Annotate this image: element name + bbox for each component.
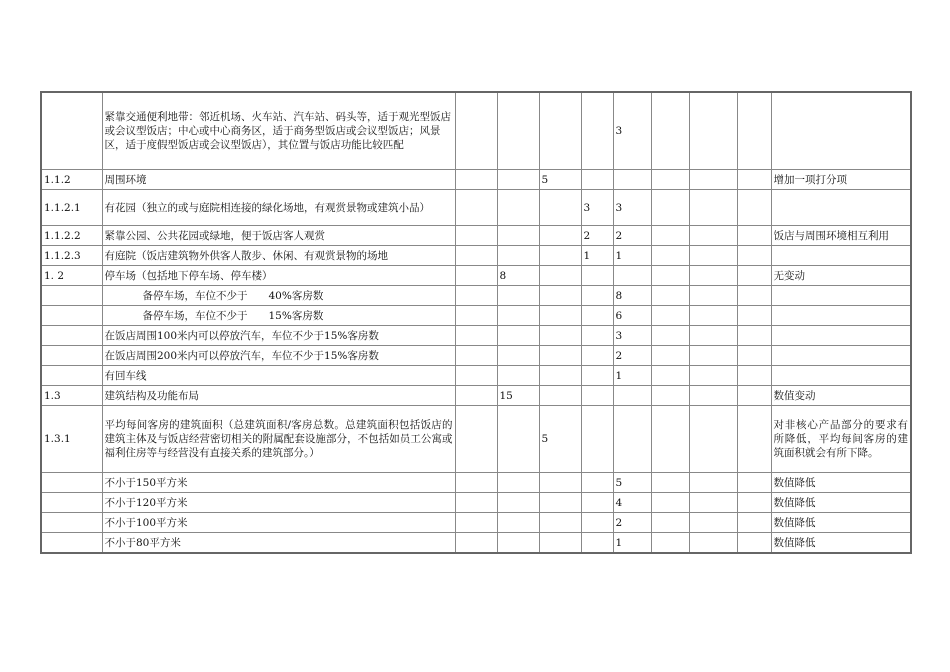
- remark-cell: [771, 92, 911, 170]
- score-cell-c8: [737, 533, 771, 554]
- item-code-cell: [41, 346, 102, 366]
- score-cell-c7: [689, 190, 737, 226]
- score-cell-c3: [539, 92, 581, 170]
- table-row: [41, 473, 911, 493]
- score-cell-c4: [581, 493, 613, 513]
- score-cell-c4: [581, 406, 613, 473]
- score-cell-c8: [737, 326, 771, 346]
- remark-cell: [771, 286, 911, 306]
- score-cell-c8: [737, 366, 771, 386]
- score-cell-c6: [651, 346, 689, 366]
- score-cell-c5: [613, 386, 651, 406]
- score-cell-c7: [689, 326, 737, 346]
- remark-cell: 对非核心产品部分的要求有所降低，平均每间客房的建筑面积就会有所下降。: [771, 406, 911, 473]
- score-cell-c8: [737, 246, 771, 266]
- score-cell-c7: [689, 246, 737, 266]
- score-cell-c2: [497, 190, 539, 226]
- score-cell-c3: [539, 386, 581, 406]
- score-cell-c2: 15: [497, 386, 539, 406]
- score-cell-c7: [689, 170, 737, 190]
- score-cell-c2: [497, 473, 539, 493]
- item-code-cell: 1.1.2.3: [41, 246, 102, 266]
- item-code-cell: [41, 473, 102, 493]
- score-cell-c6: [651, 306, 689, 326]
- item-code-cell: 1.1.2.2: [41, 226, 102, 246]
- score-cell-c6: [651, 406, 689, 473]
- table-row: [41, 226, 911, 246]
- table-row: [41, 326, 911, 346]
- score-cell-c4: 3: [581, 190, 613, 226]
- score-cell-c6: [651, 366, 689, 386]
- score-cell-c2: [497, 533, 539, 554]
- remark-cell: 无变动: [771, 266, 911, 286]
- score-cell-c8: [737, 473, 771, 493]
- score-cell-c2: [497, 366, 539, 386]
- score-cell-c3: 5: [539, 406, 581, 473]
- item-code-cell: [41, 493, 102, 513]
- remark-cell: 数值降低: [771, 513, 911, 533]
- score-cell-c5: 1: [613, 366, 651, 386]
- table-row: [41, 266, 911, 286]
- score-cell-c3: 5: [539, 170, 581, 190]
- score-cell-c4: [581, 386, 613, 406]
- score-cell-c4: [581, 366, 613, 386]
- item-description-cell: 备停车场，车位不少于 40%客房数: [102, 286, 455, 306]
- score-cell-c4: [581, 92, 613, 170]
- score-cell-c3: [539, 266, 581, 286]
- score-cell-c6: [651, 226, 689, 246]
- score-cell-c2: 8: [497, 266, 539, 286]
- score-cell-c8: [737, 226, 771, 246]
- score-cell-c7: [689, 493, 737, 513]
- score-cell-c1: [455, 493, 497, 513]
- score-cell-c6: [651, 473, 689, 493]
- score-cell-c3: [539, 533, 581, 554]
- score-cell-c2: [497, 326, 539, 346]
- score-cell-c1: [455, 386, 497, 406]
- item-code-cell: [41, 92, 102, 170]
- score-cell-c8: [737, 346, 771, 366]
- score-cell-c6: [651, 246, 689, 266]
- score-cell-c4: [581, 533, 613, 554]
- score-cell-c1: [455, 533, 497, 554]
- table-row: [41, 366, 911, 386]
- table-row: [41, 306, 911, 326]
- score-cell-c7: [689, 226, 737, 246]
- score-cell-c1: [455, 346, 497, 366]
- score-cell-c5: 4: [613, 493, 651, 513]
- score-cell-c6: [651, 326, 689, 346]
- score-cell-c4: [581, 306, 613, 326]
- score-cell-c5: 1: [613, 246, 651, 266]
- score-cell-c4: 1: [581, 246, 613, 266]
- score-cell-c6: [651, 386, 689, 406]
- item-code-cell: 1.1.2.1: [41, 190, 102, 226]
- score-cell-c6: [651, 286, 689, 306]
- item-description-cell: 有回车线: [102, 366, 455, 386]
- score-cell-c4: [581, 326, 613, 346]
- item-code-cell: [41, 513, 102, 533]
- score-cell-c1: [455, 246, 497, 266]
- score-cell-c5: 8: [613, 286, 651, 306]
- table-row: [41, 386, 911, 406]
- score-cell-c2: [497, 306, 539, 326]
- item-description-cell: 周围环境: [102, 170, 455, 190]
- score-cell-c1: [455, 473, 497, 493]
- score-cell-c2: [497, 170, 539, 190]
- score-cell-c3: [539, 306, 581, 326]
- score-cell-c6: [651, 533, 689, 554]
- score-cell-c5: [613, 170, 651, 190]
- score-cell-c1: [455, 190, 497, 226]
- score-cell-c3: [539, 493, 581, 513]
- score-cell-c5: 6: [613, 306, 651, 326]
- score-cell-c7: [689, 406, 737, 473]
- score-cell-c6: [651, 170, 689, 190]
- table-row: [41, 533, 911, 554]
- score-cell-c4: [581, 286, 613, 306]
- item-description-cell: 不小于120平方米: [102, 493, 455, 513]
- item-description-cell: 备停车场，车位不少于 15%客房数: [102, 306, 455, 326]
- score-cell-c6: [651, 513, 689, 533]
- score-cell-c4: [581, 473, 613, 493]
- score-cell-c6: [651, 266, 689, 286]
- item-description-cell: 不小于80平方米: [102, 533, 455, 554]
- score-cell-c5: 5: [613, 473, 651, 493]
- remark-cell: [771, 190, 911, 226]
- table-row: [41, 190, 911, 226]
- score-cell-c8: [737, 306, 771, 326]
- remark-cell: 数值降低: [771, 473, 911, 493]
- score-cell-c3: [539, 286, 581, 306]
- remark-cell: 饭店与周围环境相互利用: [771, 226, 911, 246]
- score-cell-c6: [651, 493, 689, 513]
- remark-cell: [771, 306, 911, 326]
- remark-cell: [771, 366, 911, 386]
- score-cell-c1: [455, 170, 497, 190]
- item-code-cell: [41, 306, 102, 326]
- item-code-cell: [41, 286, 102, 306]
- score-cell-c2: [497, 493, 539, 513]
- item-description-cell: 建筑结构及功能布局: [102, 386, 455, 406]
- score-cell-c3: [539, 190, 581, 226]
- item-description-cell: 在饭店周围200米内可以停放汽车，车位不少于15%客房数: [102, 346, 455, 366]
- score-cell-c5: 2: [613, 513, 651, 533]
- score-cell-c4: [581, 346, 613, 366]
- score-cell-c5: 1: [613, 533, 651, 554]
- score-cell-c7: [689, 513, 737, 533]
- score-cell-c1: [455, 286, 497, 306]
- score-cell-c7: [689, 386, 737, 406]
- table-row: [41, 246, 911, 266]
- score-cell-c8: [737, 92, 771, 170]
- remark-cell: [771, 346, 911, 366]
- score-cell-c1: [455, 406, 497, 473]
- remark-cell: [771, 246, 911, 266]
- score-cell-c5: [613, 406, 651, 473]
- score-cell-c8: [737, 513, 771, 533]
- item-description-cell: 不小于150平方米: [102, 473, 455, 493]
- score-cell-c8: [737, 386, 771, 406]
- score-cell-c5: 3: [613, 190, 651, 226]
- score-cell-c2: [497, 92, 539, 170]
- score-cell-c5: 2: [613, 346, 651, 366]
- item-description-cell: 平均每间客房的建筑面积（总建筑面积/客房总数。总建筑面积包括饭店的建筑主体及与饭店经营密切相关的附属配套设施部分，不包括如员工公寓或福利住房等与经营没有直接关系的建筑部分。）: [102, 406, 455, 473]
- score-cell-c7: [689, 306, 737, 326]
- score-cell-c2: [497, 246, 539, 266]
- remark-cell: 数值降低: [771, 533, 911, 554]
- score-cell-c3: [539, 226, 581, 246]
- score-cell-c3: [539, 326, 581, 346]
- score-cell-c7: [689, 533, 737, 554]
- table-row: [41, 286, 911, 306]
- item-code-cell: 1.3.1: [41, 406, 102, 473]
- remark-cell: 数值降低: [771, 493, 911, 513]
- score-cell-c5: 3: [613, 92, 651, 170]
- table-row: [41, 493, 911, 513]
- item-code-cell: [41, 533, 102, 554]
- table-row: [41, 513, 911, 533]
- score-cell-c8: [737, 266, 771, 286]
- score-cell-c8: [737, 286, 771, 306]
- table-row: [41, 170, 911, 190]
- score-cell-c1: [455, 326, 497, 346]
- score-cell-c3: [539, 513, 581, 533]
- score-cell-c3: [539, 346, 581, 366]
- score-cell-c5: 2: [613, 226, 651, 246]
- score-cell-c1: [455, 366, 497, 386]
- score-cell-c8: [737, 406, 771, 473]
- item-code-cell: [41, 366, 102, 386]
- scoring-table: [40, 91, 912, 554]
- score-cell-c2: [497, 513, 539, 533]
- score-cell-c7: [689, 473, 737, 493]
- remark-cell: [771, 326, 911, 346]
- item-description-cell: 在饭店周围100米内可以停放汽车，车位不少于15%客房数: [102, 326, 455, 346]
- score-cell-c8: [737, 170, 771, 190]
- score-cell-c2: [497, 346, 539, 366]
- item-description-cell: 停车场（包括地下停车场、停车楼）: [102, 266, 455, 286]
- item-description-cell: 紧靠交通便利地带：邻近机场、火车站、汽车站、码头等，适于观光型饭店或会议型饭店；中心或中心商务区，适于商务型饭店或会议型饭店；风景区，适于度假型饭店或会议型饭店），其位置与饭店功能比较匹配: [102, 92, 455, 170]
- score-cell-c8: [737, 493, 771, 513]
- item-code-cell: 1. 2: [41, 266, 102, 286]
- score-cell-c8: [737, 190, 771, 226]
- score-cell-c1: [455, 306, 497, 326]
- score-cell-c2: [497, 286, 539, 306]
- score-cell-c1: [455, 226, 497, 246]
- score-cell-c3: [539, 473, 581, 493]
- item-description-cell: 不小于100平方米: [102, 513, 455, 533]
- score-cell-c2: [497, 406, 539, 473]
- table-row: [41, 92, 911, 170]
- item-description-cell: 有庭院（饭店建筑物外供客人散步、休闲、有观赏景物的场地: [102, 246, 455, 266]
- table-row: [41, 346, 911, 366]
- score-cell-c7: [689, 266, 737, 286]
- score-cell-c4: [581, 266, 613, 286]
- remark-cell: 数值变动: [771, 386, 911, 406]
- table-row: [41, 406, 911, 473]
- score-cell-c7: [689, 346, 737, 366]
- score-cell-c1: [455, 266, 497, 286]
- score-cell-c3: [539, 366, 581, 386]
- remark-cell: 增加一项打分项: [771, 170, 911, 190]
- score-cell-c1: [455, 513, 497, 533]
- score-cell-c7: [689, 286, 737, 306]
- score-cell-c4: 2: [581, 226, 613, 246]
- score-cell-c6: [651, 190, 689, 226]
- item-code-cell: 1.1.2: [41, 170, 102, 190]
- score-cell-c5: [613, 266, 651, 286]
- score-cell-c3: [539, 246, 581, 266]
- item-code-cell: 1.3: [41, 386, 102, 406]
- score-cell-c7: [689, 366, 737, 386]
- item-description-cell: 有花园（独立的或与庭院相连接的绿化场地，有观赏景物或建筑小品）: [102, 190, 455, 226]
- score-cell-c6: [651, 92, 689, 170]
- score-cell-c4: [581, 513, 613, 533]
- score-cell-c5: 3: [613, 326, 651, 346]
- item-code-cell: [41, 326, 102, 346]
- item-description-cell: 紧靠公园、公共花园或绿地，便于饭店客人观赏: [102, 226, 455, 246]
- score-cell-c2: [497, 226, 539, 246]
- score-cell-c4: [581, 170, 613, 190]
- score-cell-c7: [689, 92, 737, 170]
- score-cell-c1: [455, 92, 497, 170]
